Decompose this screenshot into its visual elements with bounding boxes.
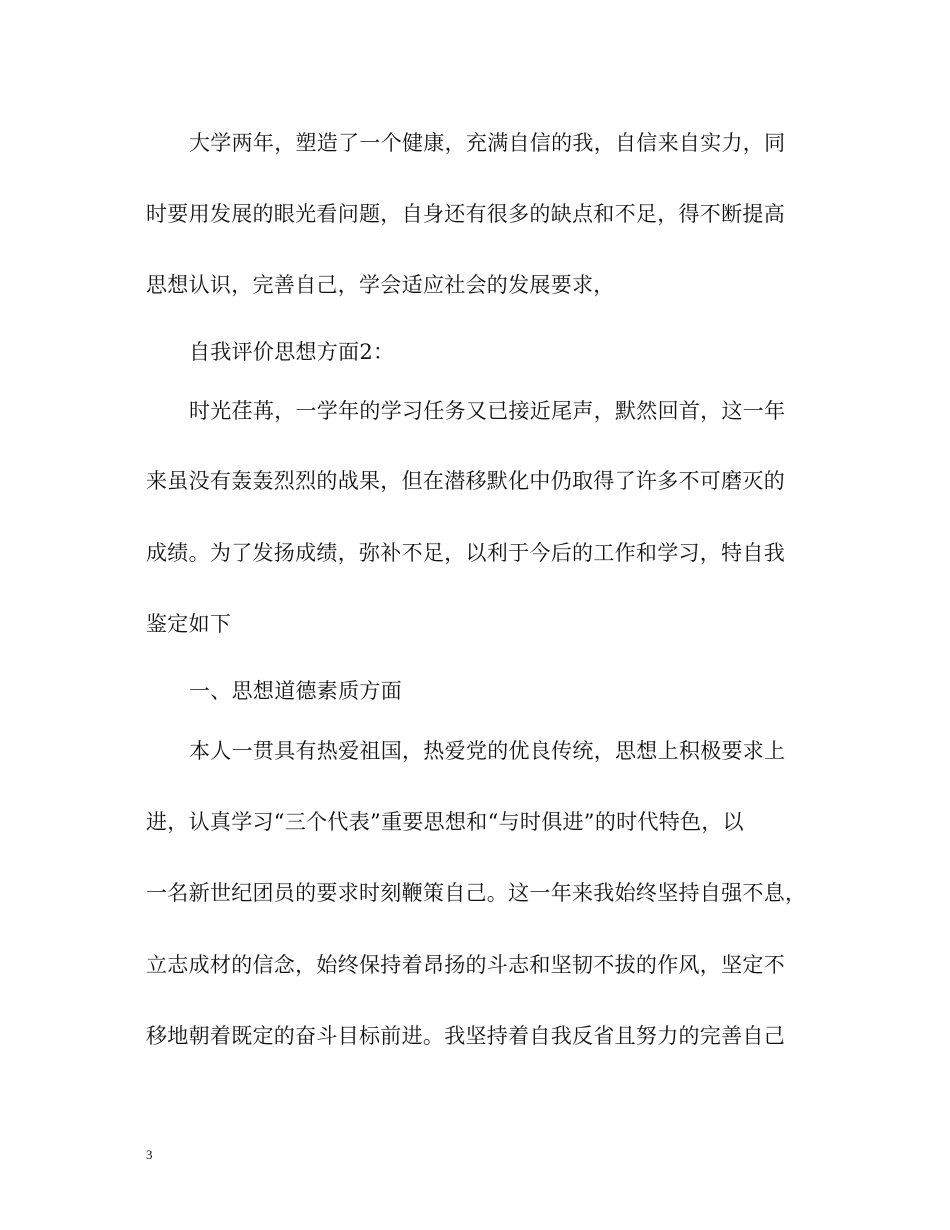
paragraph-line: 大学两年，塑造了一个健康，充满自信的我，自信来自实力，同: [189, 131, 786, 155]
paragraph-line: 立志成材的信念，始终保持着昂扬的斗志和坚韧不拔的作风，坚定不: [146, 953, 785, 977]
paragraph-line: 一名新世纪团员的要求时刻鞭策自己。这一年来我始终坚持自强不息，: [146, 881, 807, 905]
paragraph-line: 时要用发展的眼光看问题，自身还有很多的缺点和不足，得不断提高: [146, 202, 785, 226]
paragraph-line: 进，认真学习“三个代表”重要思想和“与时俱进”的时代特色，以: [146, 810, 744, 834]
paragraph-line: 鉴定如下: [146, 612, 232, 636]
page-number: 3: [146, 1147, 153, 1162]
section-heading: 自我评价思想方面2：: [189, 340, 395, 364]
paragraph-line: 本人一贯具有热爱祖国，热爱党的优良传统，思想上积极要求上: [189, 739, 786, 763]
paragraph-line: 成绩。为了发扬成绩，弥补不足，以利于今后的工作和学习，特自我: [146, 541, 785, 565]
section-heading: 一、思想道德素质方面: [189, 679, 402, 703]
paragraph-line: 来虽没有轰轰烈烈的战果，但在潜移默化中仍取得了许多不可磨灭的: [146, 469, 785, 493]
paragraph-line: 移地朝着既定的奋斗目标前进。我坚持着自我反省且努力的完善自己: [146, 1024, 785, 1048]
paragraph-line: 时光荏苒，一学年的学习任务又已接近尾声，默然回首，这一年: [189, 399, 786, 423]
paragraph-line: 思想认识，完善自己，学会适应社会的发展要求，: [146, 273, 615, 297]
